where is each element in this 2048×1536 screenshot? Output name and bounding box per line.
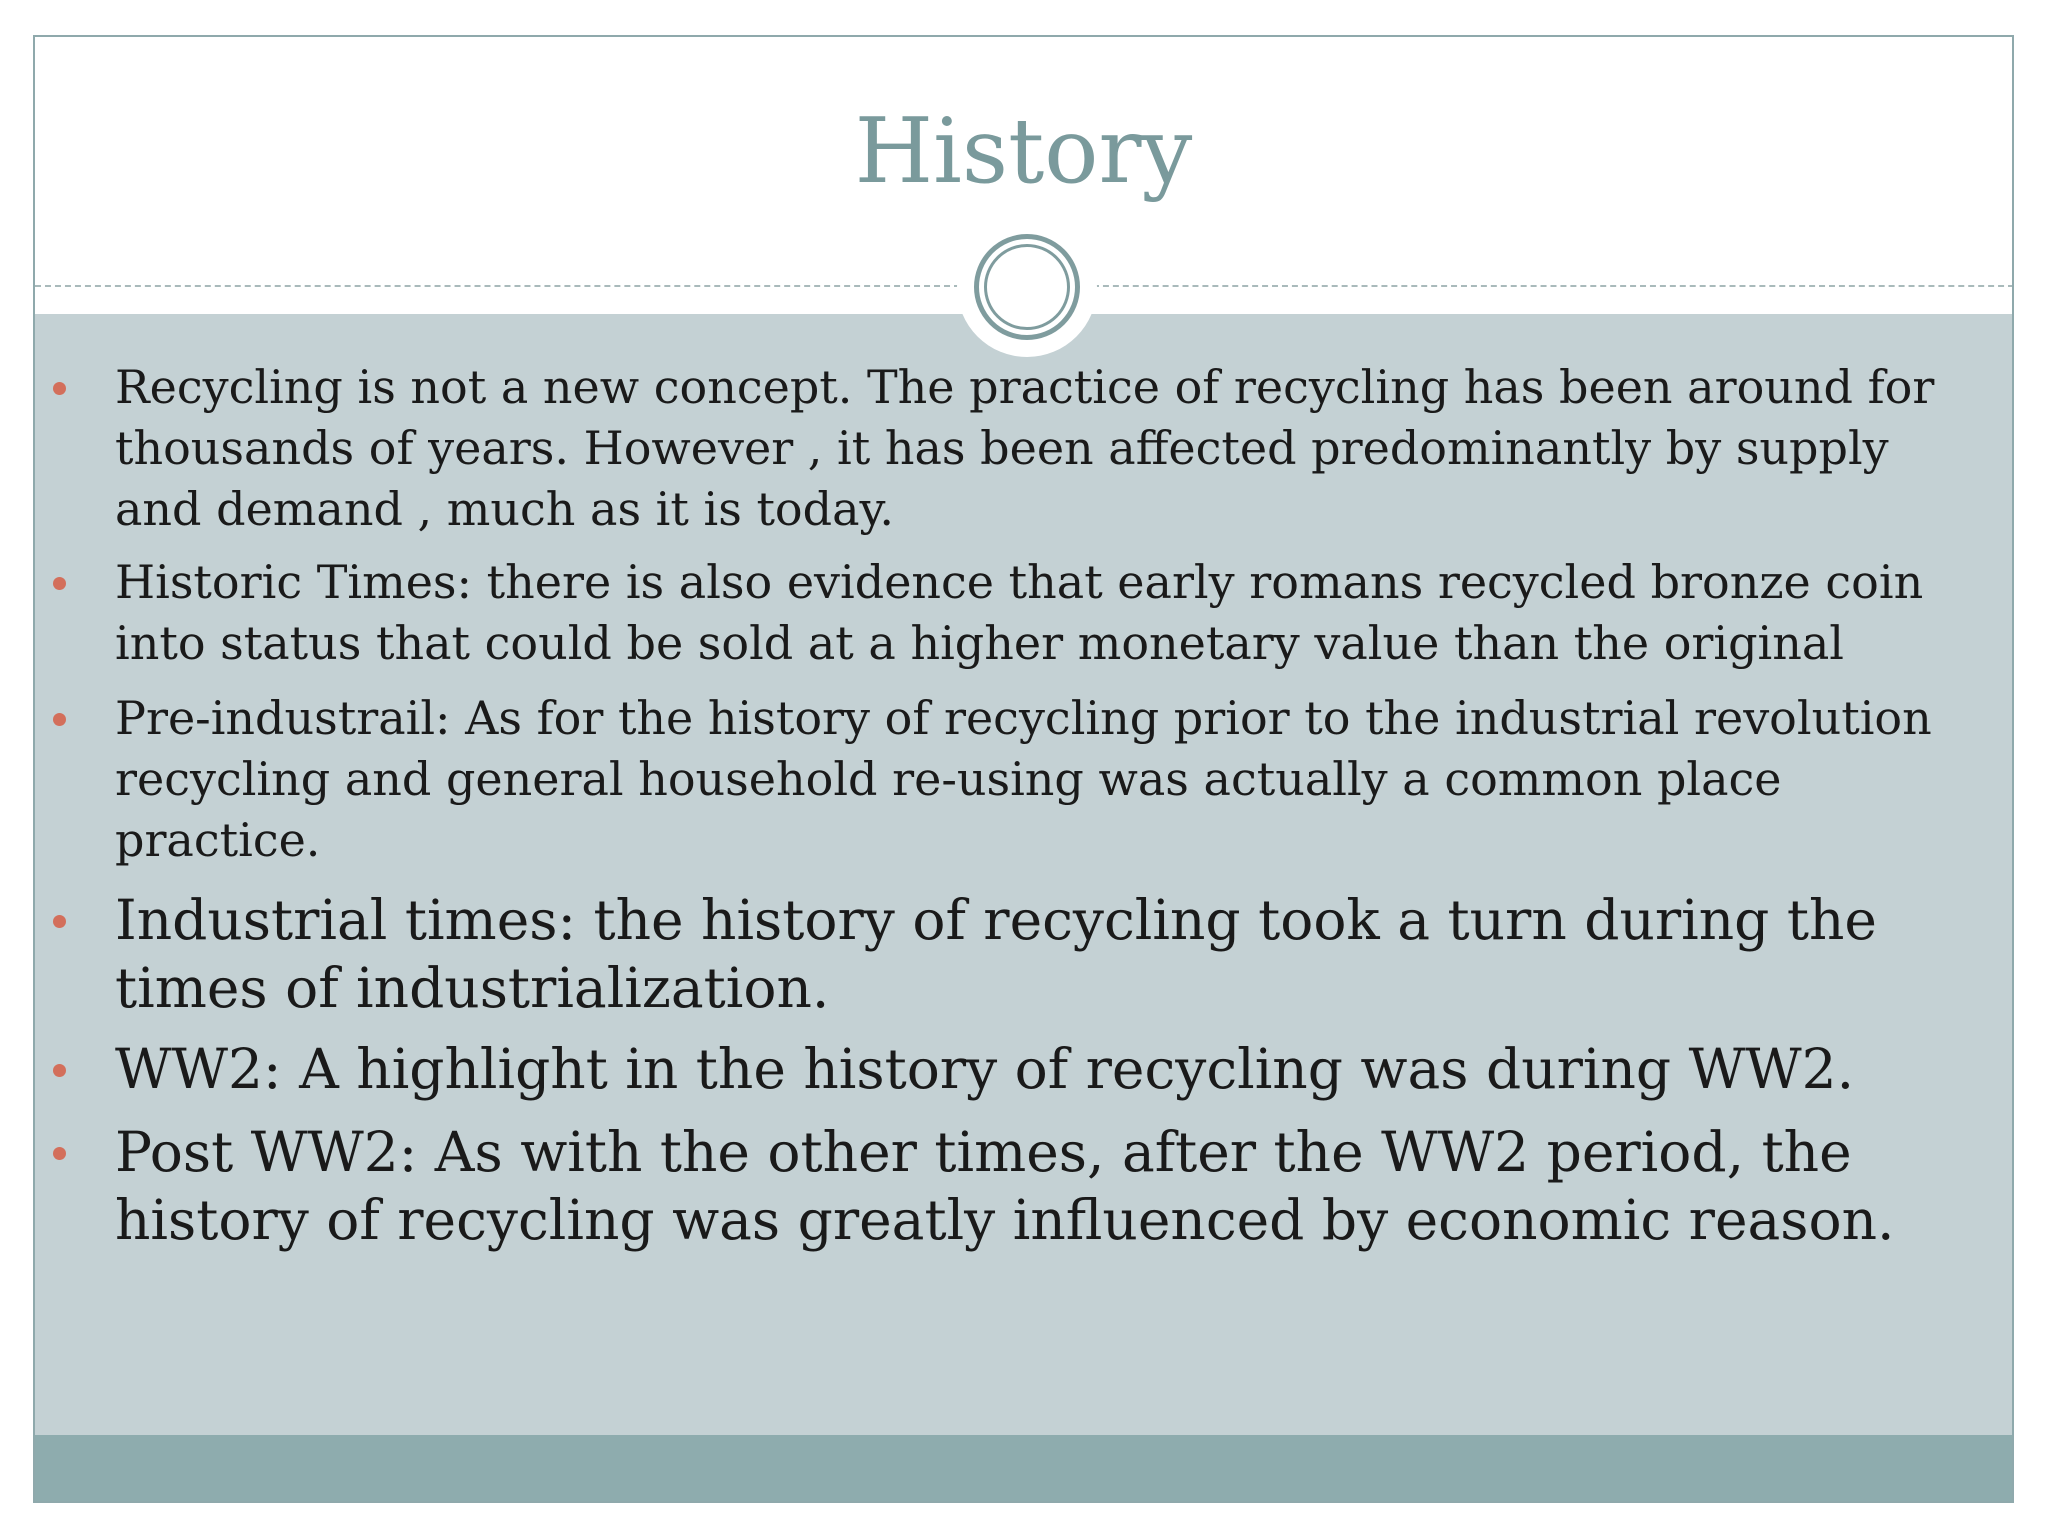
bullet-text: WW2: A highlight in the history of recycling was during WW2. bbox=[115, 1037, 1855, 1101]
title-divider-right bbox=[1093, 285, 2014, 287]
bullet-item-industrial-times bbox=[115, 886, 1945, 1022]
bullet-dot-icon bbox=[53, 713, 66, 726]
bullet-item-ww2 bbox=[115, 1035, 1945, 1103]
bullet-text: Historic Times: there is also evidence that early romans recycled bronze coin into status that could be sold at a higher monetary value than the original bbox=[115, 555, 1924, 670]
bullet-text: Pre-industrail: As for the history of recycling prior to the industrial revolution recycling and general household re-using was actually a common place practice. bbox=[115, 691, 1932, 867]
bullet-text: Industrial times: the history of recycling took a turn during the times of industrialization. bbox=[115, 888, 1877, 1020]
bullet-text: Post WW2: As with the other times, after the WW2 period, the history of recycling was greatly influenced by economic reason. bbox=[115, 1120, 1895, 1252]
circle-emblem-inner-ring bbox=[984, 244, 1070, 330]
title-divider-left bbox=[35, 285, 960, 287]
bullet-dot-icon bbox=[53, 1064, 66, 1077]
bullet-item-historic-times bbox=[115, 552, 1945, 674]
footer-band bbox=[35, 1435, 2012, 1503]
bullet-item-pre-industrial bbox=[115, 688, 1945, 871]
bullet-dot-icon bbox=[53, 915, 66, 928]
slide-title: History bbox=[854, 99, 1193, 204]
bullet-item-post-ww2 bbox=[115, 1118, 1945, 1254]
bullet-item-recycling-concept bbox=[115, 357, 1945, 540]
bullet-dot-icon bbox=[53, 382, 66, 395]
bullet-dot-icon bbox=[53, 577, 66, 590]
bullet-text: Recycling is not a new concept. The practice of recycling has been around for thousands of years. However , it has been affected predominantly by supply and demand , much as it is today. bbox=[115, 360, 1935, 536]
bullet-dot-icon bbox=[53, 1147, 66, 1160]
